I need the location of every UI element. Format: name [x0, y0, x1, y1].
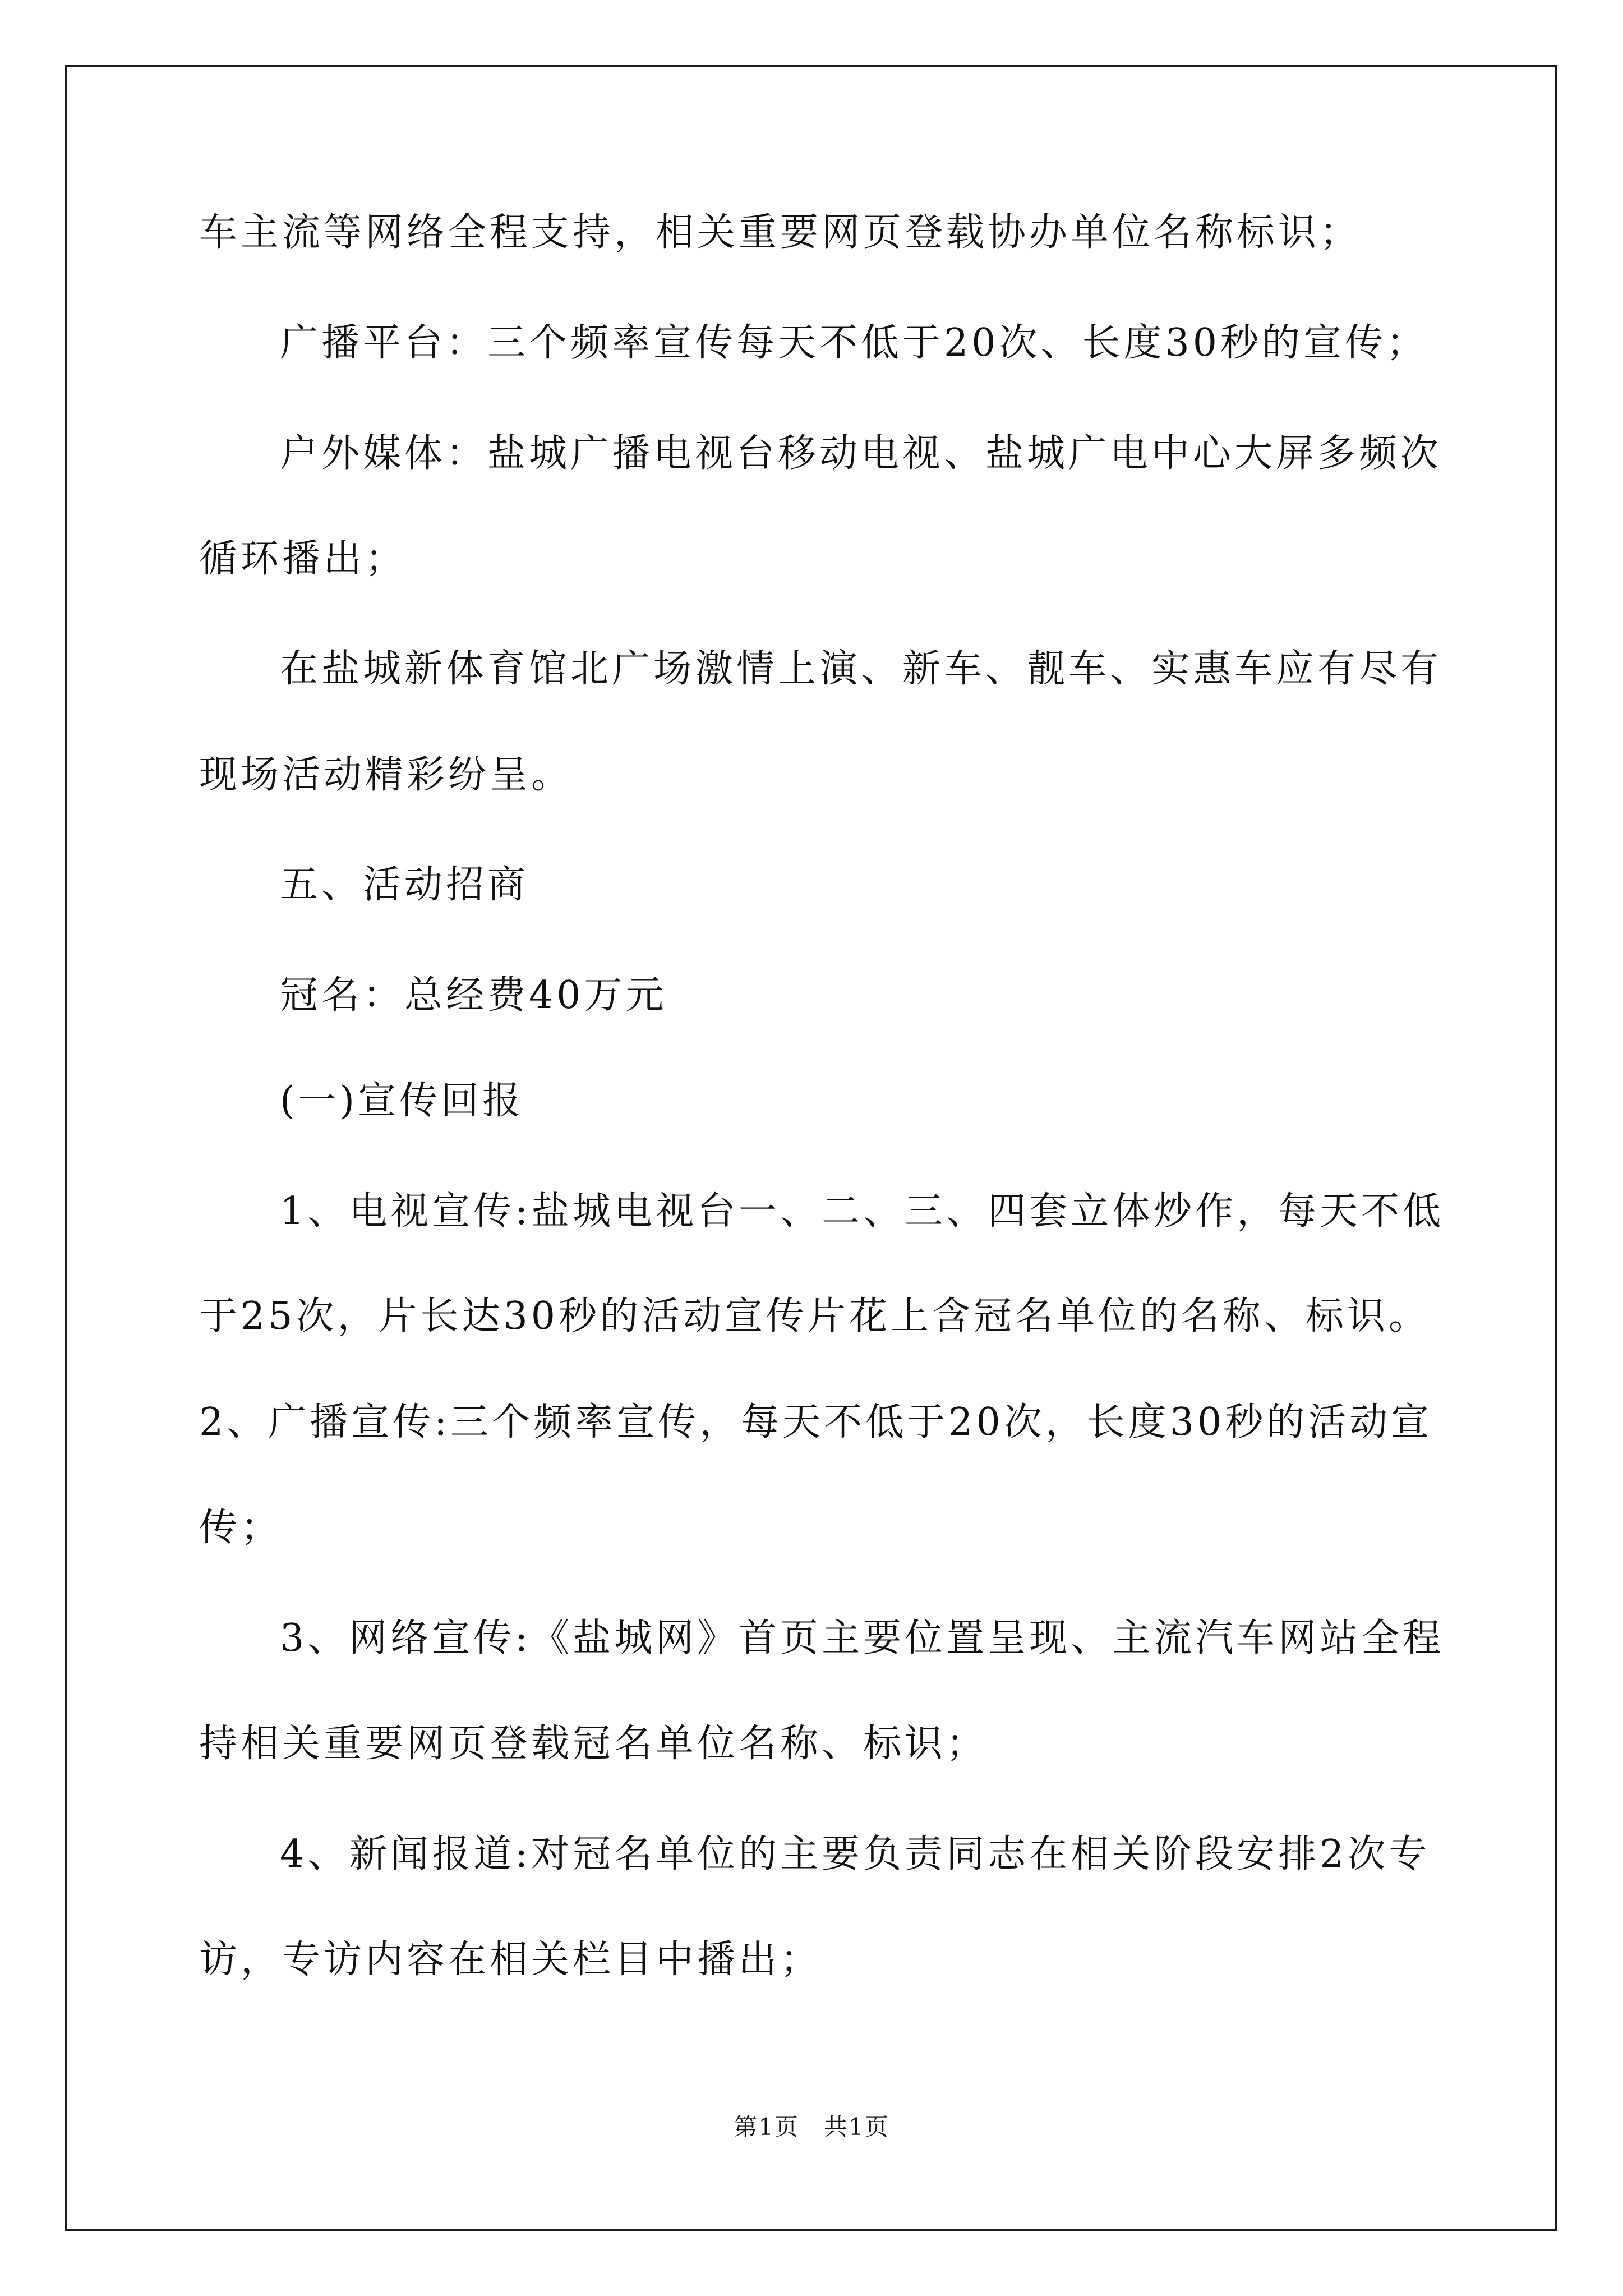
section-heading: 五、活动招商: [280, 863, 529, 907]
text-line: 传；: [199, 1506, 283, 1550]
text-line: 冠名：总经费40万元: [280, 973, 667, 1018]
text-line: 于25次，片长达30秒的活动宣传片花上含冠名单位的名称、标识。: [199, 1294, 1431, 1338]
text-line: 循环播出；: [199, 537, 407, 581]
text-line: 在盐城新体育馆北广场激情上演、新车、靓车、实惠车应有尽有: [280, 647, 1442, 691]
text-line: 4、新闻报道:对冠名单位的主要负责同志在相关阶段安排2次专: [280, 1832, 1431, 1876]
text-line: 车主流等网络全程支持，相关重要网页登载协办单位名称标识；: [199, 210, 1362, 255]
text-line: 持相关重要网页登载冠名单位名称、标识；: [199, 1722, 988, 1766]
text-line: 1、电视宣传:盐城电视台一、二、三、四套立体炒作，每天不低: [280, 1189, 1445, 1234]
text-line: 现场活动精彩纷呈。: [199, 753, 573, 797]
page-border: [65, 65, 1557, 2231]
text-line: 访，专访内容在相关栏目中播出；: [199, 1938, 822, 1982]
page-number-footer: 第1页 共1页: [734, 2113, 889, 2141]
text-line: 广播平台：三个频率宣传每天不低于20次、长度30秒的宣传；: [280, 321, 1428, 365]
text-line: 户外媒体：盐城广播电视台移动电视、盐城广电中心大屏多频次: [280, 431, 1442, 476]
text-line: 3、网络宣传:《盐城网》首页主要位置呈现、主流汽车网站全程: [280, 1616, 1445, 1660]
text-line: 2、广播宣传:三个频率宣传，每天不低于20次，长度30秒的活动宣: [199, 1400, 1433, 1444]
subsection-heading: (一)宣传回报: [280, 1079, 524, 1123]
